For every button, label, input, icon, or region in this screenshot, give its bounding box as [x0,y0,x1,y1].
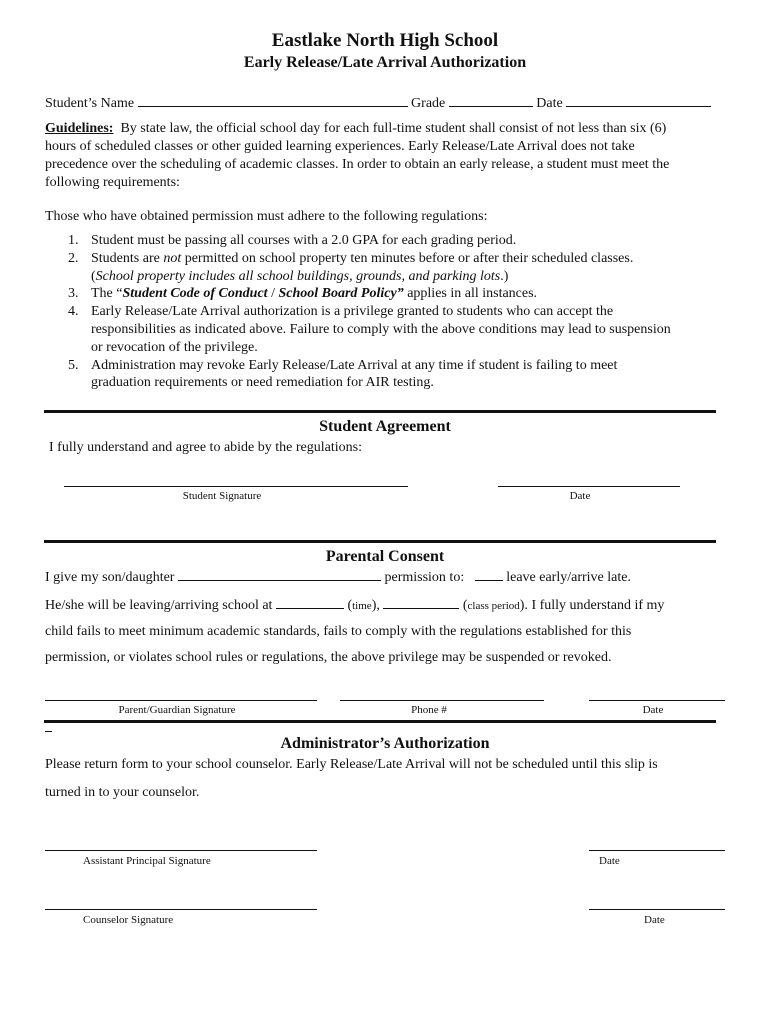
date-field[interactable] [566,94,711,107]
regulations-list [45,232,735,392]
assistant-principal-date-line[interactable] [589,850,725,851]
regulation-number: 1. [68,233,79,248]
phone-label: Phone # [411,704,447,716]
time-label: time [352,600,372,612]
guidelines-paragraph [45,120,735,192]
counselor-date-line[interactable] [589,909,725,910]
assistant-principal-signature-label: Assistant Principal Signature [83,855,211,867]
regulation-text: Students are [91,250,164,266]
counselor-signature-line[interactable] [45,909,317,910]
school-board-policy-title: School Board Policy” [278,286,404,302]
admin-authorization-heading: Administrator’s Authorization [280,735,490,752]
student-signature-label: Student Signature [182,490,262,502]
guidelines-line-3: precedence over the scheduling of academic classes. In order to obtain an early release, a student must meet the [45,157,670,172]
regulation-item-1 [45,232,735,250]
grade-label: Grade [411,96,446,111]
grade-field[interactable] [449,94,533,107]
regulation-item-2: 2. Students are not permitted on school property ten minutes before or after their scheduled classes. (School property includes all school buildings, grounds, and parking lots.) [68,250,634,284]
assistant-principal-date-label: Date [599,855,620,867]
consent-text: I fully understand if my [531,598,665,613]
consent-text: leave early/arrive late. [506,570,631,585]
form-title: Early Release/Late Arrival Authorization [243,54,527,71]
class-period-label: class period [467,600,520,612]
regulation-item-4 [45,303,735,356]
regulation-text: responsibilities as indicated above. Failure to comply with the above conditions may lead to suspension [91,321,671,337]
consent-line-4: permission, or violates school rules or regulations, the above privilege may be suspended or revoked. [45,650,612,665]
consent-line-3: child fails to meet minimum academic standards, fails to comply with the regulations established for this [45,624,632,639]
date-label: Date [536,96,563,111]
regulation-number: 5. [68,357,79,373]
leave-early-arrive-late-field[interactable] [475,568,503,581]
student-agreement-heading: Student Agreement [319,418,451,435]
consent-text: permission to: [384,570,465,585]
consent-line-1 [45,568,631,587]
regulation-text: / [267,286,279,302]
guidelines-line-2: hours of scheduled classes or other guided learning experiences. Early Release/Late Arrival does not take [45,139,635,154]
section-divider [44,540,716,543]
regulation-text: Student must be passing all courses with a 2.0 GPA for each grading period. [91,233,517,248]
student-date-line[interactable] [498,486,680,487]
student-signature-line[interactable] [64,486,408,487]
guidelines-line-1: By state law, the official school day for each full-time student shall consist of not less than six (6) [120,121,667,136]
student-agreement-text: I fully understand and agree to abide by the regulations: [49,440,362,455]
code-of-conduct-title: Student Code of Conduct [122,286,268,302]
student-name-label: Student’s Name [45,96,135,111]
regulations-intro: Those who have obtained permission must adhere to the following regulations: [45,209,488,224]
school-name: Eastlake North High School [271,30,499,51]
time-field[interactable] [276,596,344,609]
stray-mark [45,731,52,732]
regulation-item-3 [45,285,735,303]
regulation-text: Administration may revoke Early Release/Late Arrival at any time if student is failing to meet [91,357,618,373]
section-divider [44,720,716,723]
son-daughter-name-field[interactable] [178,568,381,581]
parent-date-line[interactable] [589,700,725,701]
regulation-text: graduation requirements or need remediation for AIR testing. [91,375,434,391]
consent-text: He/she will be leaving/arriving school at [45,598,273,613]
student-name-field[interactable] [138,94,408,107]
consent-line-2: He/she will be leaving/arriving school at (time), (class period). I fully understand if my [45,598,665,613]
counselor-signature-label: Counselor Signature [83,914,174,926]
section-divider [44,410,716,413]
parental-consent-heading: Parental Consent [325,548,445,565]
class-period-field[interactable] [383,596,459,609]
parent-signature-line[interactable] [45,700,317,701]
parent-date-label: Date [642,704,664,716]
regulation-note: School property includes all school buildings, grounds, and parking lots [95,268,501,284]
regulation-emphasis: not [163,250,182,266]
regulation-number: 4. [68,304,79,320]
regulation-item-5 [45,357,735,393]
regulation-text: applies in all instances. [403,286,538,302]
phone-line[interactable] [340,700,544,701]
admin-line-1: Please return form to your school counselor. Early Release/Late Arrival will not be scheduled until this slip is [45,757,658,772]
regulation-number: 3. [68,286,79,302]
regulation-text: or revocation of the privilege. [91,339,258,355]
counselor-date-label: Date [644,914,665,926]
parent-signature-label: Parent/Guardian Signature [118,704,236,716]
admin-line-2: turned in to your counselor. [45,785,200,800]
regulation-text: Early Release/Late Arrival authorization is a privilege granted to students who can accept the [91,304,614,320]
student-date-label: Date [569,490,591,502]
regulation-text: permitted on school property ten minutes before or after their scheduled classes. [181,250,634,266]
regulation-number: 2. [68,250,79,266]
guidelines-line-4: following requirements: [45,175,180,190]
guidelines-label: Guidelines: [45,121,114,136]
student-info-line [45,94,735,113]
consent-text: I give my son/daughter [45,570,175,585]
regulation-text: The “ [91,286,123,302]
assistant-principal-signature-line[interactable] [45,850,317,851]
